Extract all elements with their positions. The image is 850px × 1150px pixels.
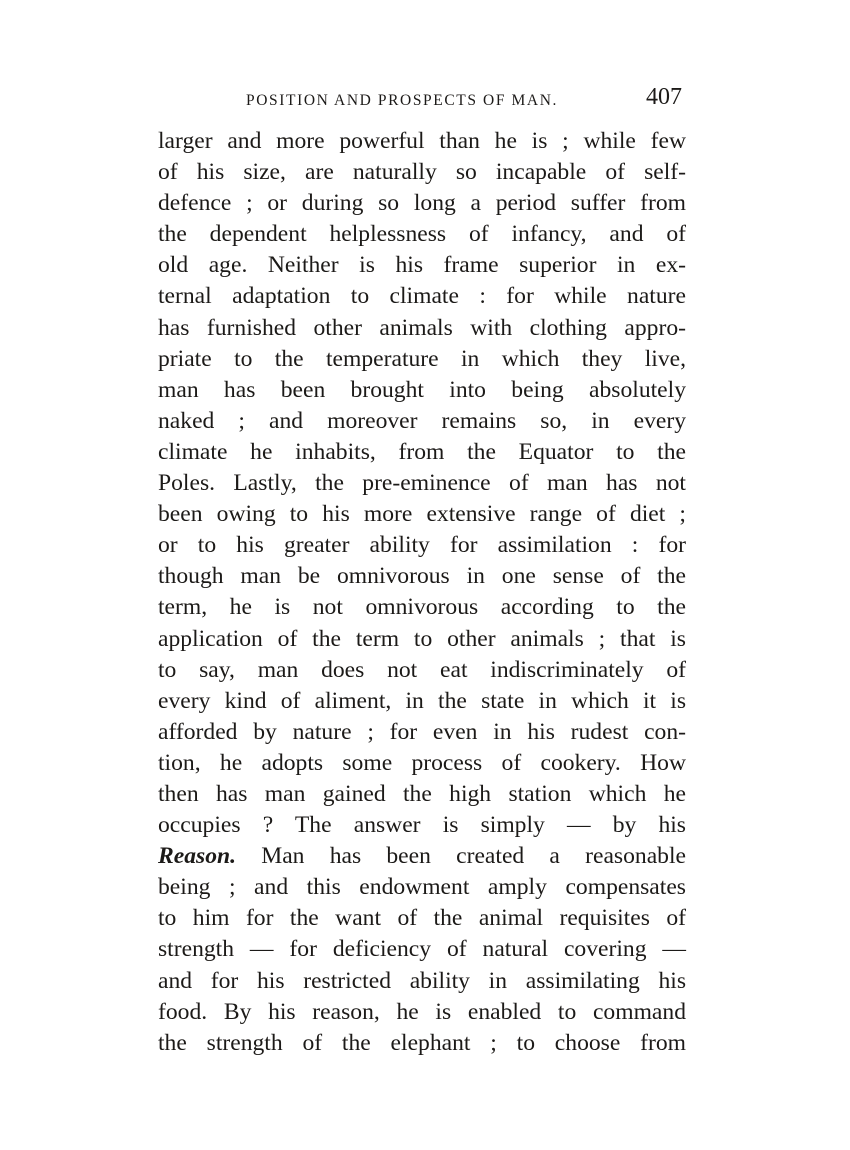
text-line: the strength of the elephant ; to choose from bbox=[158, 1029, 686, 1056]
text-line: ternal adaptation to climate : for while nature bbox=[158, 283, 686, 310]
text-line: though man be omnivorous in one sense of the bbox=[158, 563, 686, 590]
text-line: afforded by nature ; for even in his rudest con- bbox=[158, 718, 686, 745]
text-line: larger and more powerful than he is ; while few bbox=[158, 128, 686, 154]
text-line: term, he is not omnivorous according to the bbox=[158, 594, 686, 621]
text-line: has furnished other animals with clothing appro- bbox=[158, 314, 686, 341]
text-line: priate to the temperature in which they live, bbox=[158, 345, 686, 372]
text-line: of his size, are naturally so incapable of self- bbox=[158, 159, 686, 186]
text-line: man has been brought into being absolutely bbox=[158, 376, 686, 403]
reason-line-rest: Man has been created a reasonable bbox=[236, 843, 686, 870]
running-header bbox=[158, 84, 686, 120]
text-line: then has man gained the high station which he bbox=[158, 780, 686, 807]
reason-emphasis: Reason. bbox=[158, 843, 237, 870]
text-line: to say, man does not eat indiscriminately of bbox=[158, 656, 686, 683]
running-title: POSITION AND PROSPECTS OF MAN. bbox=[246, 92, 558, 109]
text-line: and for his restricted ability in assimilating his bbox=[158, 967, 686, 994]
page-number: 407 bbox=[646, 84, 682, 110]
text-line: Poles. Lastly, the pre-eminence of man has not bbox=[158, 470, 686, 497]
text-line: occupies ? The answer is simply — by his bbox=[158, 812, 686, 839]
text-line-reason bbox=[158, 841, 686, 872]
text-line: being ; and this endowment amply compensates bbox=[158, 874, 686, 901]
body-text bbox=[158, 126, 686, 1059]
text-line: every kind of aliment, in the state in which it is bbox=[158, 687, 686, 714]
text-line: old age. Neither is his frame superior in ex- bbox=[158, 252, 686, 279]
text-line: tion, he adopts some process of cookery. How bbox=[158, 749, 686, 776]
text-line: been owing to his more extensive range of diet ; bbox=[158, 501, 686, 528]
text-line: the dependent helplessness of infancy, and of bbox=[158, 221, 686, 248]
text-line: climate he inhabits, from the Equator to the bbox=[158, 438, 686, 465]
text-line: strength — for deficiency of natural covering — bbox=[158, 936, 686, 963]
text-line: food. By his reason, he is enabled to command bbox=[158, 998, 686, 1025]
text-line: to him for the want of the animal requisites of bbox=[158, 905, 686, 932]
text-line: or to his greater ability for assimilation : for bbox=[158, 532, 686, 559]
text-line: defence ; or during so long a period suffer from bbox=[158, 190, 686, 217]
text-line: naked ; and moreover remains so, in every bbox=[158, 407, 686, 434]
text-line: application of the term to other animals ; that is bbox=[158, 625, 686, 652]
